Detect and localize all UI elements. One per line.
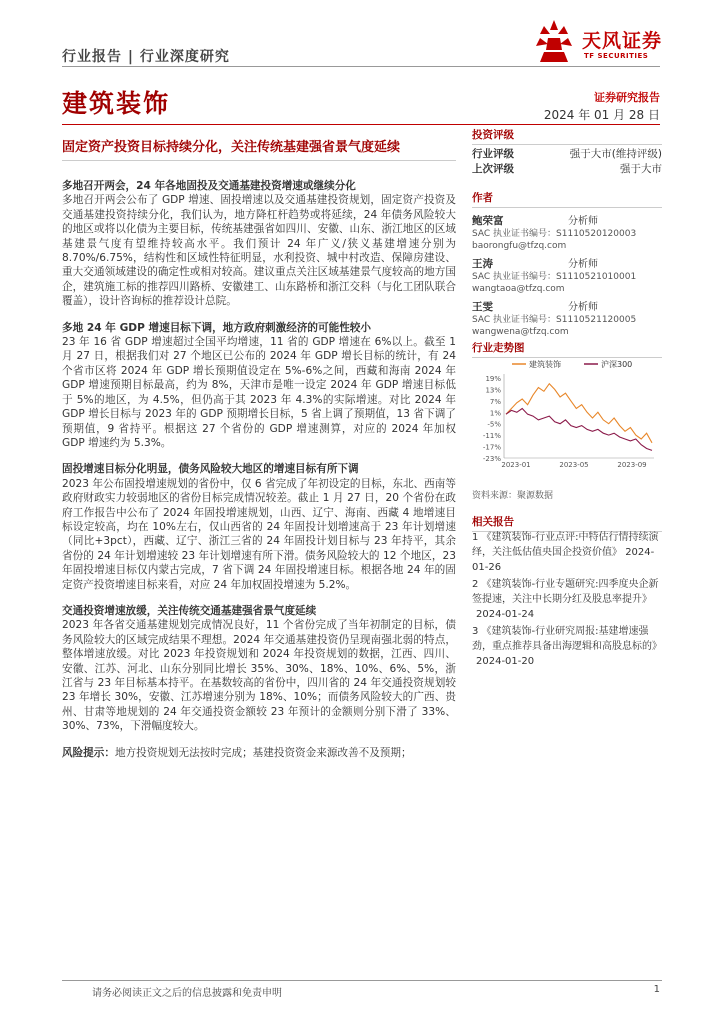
- section-heading: 固投增速目标分化明显，债务风险较大地区的增速目标有所下调: [62, 463, 359, 476]
- rating-value: 强于大市: [620, 163, 662, 175]
- rating-panel: [472, 127, 662, 177]
- y-tick-label: 1%: [489, 409, 501, 418]
- author-name: 鲍荣富: [472, 215, 504, 227]
- risk-body: 地方投资规划无法按时完成；基建投资资金来源改善不及预期；: [114, 746, 412, 759]
- legend-label: 沪深300: [601, 360, 633, 369]
- author-email[interactable]: baorongfu@tfzq.com: [472, 241, 567, 251]
- author-email[interactable]: wangwena@tfzq.com: [472, 327, 569, 337]
- legend-label: 建筑装饰: [529, 360, 561, 369]
- footer-divider: [62, 980, 662, 981]
- logo-name-en: TF SECURITIES: [584, 52, 649, 60]
- rating-row: [472, 147, 662, 162]
- rating-row: [472, 162, 662, 177]
- related-item-date: 2024-01-26: [472, 547, 655, 573]
- risk-section: [62, 746, 456, 760]
- author-title: 分析师: [568, 302, 598, 313]
- section: [62, 179, 456, 309]
- section-body: 2023 年各省交通基建规划完成情况良好，11 个省份完成了当年初制定的目标，债务风险较大的区域完成结果不理想。2024 年交通基建投资仍呈现南强北弱的特点，整体增速放缓。对比 2023 年投资规划和 2024 年投资规划的数据，江西、四川、安徽、江苏、河北、山东分别同比增长 35%、30%、18%、10%、6%、5%，浙江省与 23 年目标基本持平。在基数较高的省份中，四川省的 24 年交通投资规划较 23 年增长 30%，安徽、江苏增速分别为 18%、10%；而债务风险较大的广西、贵州、甘肃等地规划的 24 年交通投资金额较 23 年预计的金额则分别下滑了 33%、30%、73%，下滑幅度较大。: [62, 619, 456, 733]
- authors-panel: [472, 190, 662, 338]
- related-item[interactable]: [472, 577, 662, 622]
- report-category: 证券研究报告: [594, 91, 660, 104]
- title-underline: [62, 160, 456, 161]
- y-tick-label: 7%: [489, 397, 501, 406]
- section-body: 23 年 16 省 GDP 增速超过全国平均增速，11 省的 GDP 增速在 6%以上。截至 1 月 27 日，根据我们对 27 个地区已公布的 2024 年 GDP 增长目标的统计，有 24 个省市区将 2024 年 GDP 增长预期值设定在 5%-6%之间，西藏和海南 2024 年 GDP 增速预期目标最高，约为 8%，天津市是唯一设定 2024 年 GDP 增速目标低于 5%的地区，为 4.5%，但仍高于其 2023 年 4.3%的实际增速。对比 2024 年 GDP 增长目标与 2023 年的 GDP 预期增长目标，5 省上调了预期值，13 省下调了预期值，9 省持平。根据这 27 个省份的 GDP 增速测算，对应的 2024 年加权 GDP 增速约为 5.3%。: [62, 336, 456, 449]
- author-title: 分析师: [568, 216, 598, 227]
- section-heading: 多地 24 年 GDP 增速目标下调，地方政府刺激经济的可能性较小: [62, 321, 371, 334]
- trend-chart-svg: [472, 356, 662, 472]
- author-sac: SAC 执业证书编号：S1110521120005: [472, 315, 637, 325]
- related-item-date: 2024-01-24: [476, 609, 535, 620]
- trend-chart: [472, 356, 662, 472]
- y-tick-label: 19%: [485, 375, 501, 383]
- author-card: [472, 298, 662, 338]
- series-line: [506, 384, 652, 443]
- main-content: [62, 179, 456, 772]
- company-logo: [530, 18, 670, 70]
- logo-mark-icon: [534, 18, 574, 64]
- risk-text: [62, 746, 456, 760]
- trend-heading: 行业走势图: [472, 340, 662, 358]
- x-tick-label: 2023-09: [617, 461, 647, 469]
- y-tick-label: -17%: [482, 443, 501, 452]
- related-list: [472, 530, 662, 671]
- related-item-title: 3 《建筑装饰-行业研究周报:基建增速强劲，重点推荐具备出海逻辑和高股息标的》: [472, 626, 662, 652]
- author-card: [472, 255, 662, 295]
- x-tick-label: 2023-05: [559, 461, 589, 469]
- rating-value: 强于大市(维持评级): [569, 148, 662, 160]
- section-heading: 交通投资增速放缓，关注传统交通基建强省景气度延续: [62, 604, 317, 617]
- related-item-title: 1 《建筑装饰-行业点评:中特估行情持续演绎，关注低估值央国企投资价值》: [472, 532, 659, 558]
- section: [62, 462, 456, 592]
- author-email[interactable]: wangtaoa@tfzq.com: [472, 284, 565, 294]
- related-item-date: 2024-01-20: [476, 656, 535, 667]
- author-name: 王涛: [472, 258, 493, 270]
- report-title: 固定资产投资目标持续分化，关注传统基建强省景气度延续: [62, 140, 401, 155]
- related-item[interactable]: [472, 624, 662, 669]
- rating-key: 上次评级: [472, 163, 514, 175]
- section: [62, 604, 456, 734]
- y-tick-label: -23%: [482, 455, 501, 463]
- related-item-title: 2 《建筑装饰-行业专题研究:四季度央企新签提速，关注中长期分红及股息率提升》: [472, 579, 659, 605]
- related-item[interactable]: [472, 530, 662, 575]
- section-body: 多地召开两会公布了 GDP 增速、固投增速以及交通基建投资规划，固定资产投资及交通基建投资持续分化，我们认为，地方降杠杆趋势或将延续，24 年债务风险较大的地区或将以化债为主要目标，传统基建强省如四川、安徽、山东、浙江地区的区域基建景气度有望维持较高水平。我们预计 24 年广义/狭义基建增速分别为 8.70%/6.75%，结构性和区域性特征明显，水利投资、城中村改造、保障房建设、重大交通领域建设的确定性或相对较高。建议重点关注区域基建景气度较高的地方国企，建筑施工标的推荐四川路桥、安徽建工、山东路桥和浙江交科（与化工团队联合覆盖），设计咨询标的推荐设计总院。: [62, 194, 456, 308]
- industry-title: 建筑装饰: [62, 89, 171, 118]
- logo-name-cn: 天风证券: [582, 30, 663, 52]
- section-heading: 多地召开两会，24 年各地固投及交通基建投资增速或继续分化: [62, 180, 356, 192]
- section: [62, 321, 456, 451]
- page-number: 1: [653, 984, 660, 995]
- x-tick-label: 2023-01: [501, 461, 531, 469]
- footer-notice: 请务必阅读正文之后的信息披露和免责申明: [92, 988, 282, 999]
- y-tick-label: 13%: [485, 386, 501, 395]
- related-heading: 相关报告: [472, 514, 662, 532]
- author-sac: SAC 执业证书编号：S1110521010001: [472, 272, 637, 282]
- author-card: [472, 212, 662, 252]
- report-type: 行业报告 | 行业深度研究: [62, 49, 230, 65]
- section-body: 2023 年公布固投增速规划的省份中，仅 6 省完成了年初设定的目标，东北、西南等政府财政实力较弱地区的省份目标完成情况较差。截止 1 月 27 日，20 个省份在政府工作报告中公布了 2024 年固投增速规划，山西、辽宁、海南、西藏 4 地增速目标设定较高，均在 10%左右，仅山西省的 24 年固投计划增速高于 23 年计划增速（同比+3pct），西藏、辽宁、浙江三省的 24 年固投计划目标与 23 年持平，其余省份的 24 年计划增速较 23 年计划增速有所下滑。债务风险较大的 12 个地区，23 年固投增速目标仅内蒙古完成，7 省下调 24 年固投增速目标。根据各地 24 年的固定资产投资增速目标来看，对应 24 年加权固投增速为 5.2%。: [62, 477, 456, 591]
- report-date: 2024 年 01 月 28 日: [543, 108, 660, 122]
- author-title: 分析师: [568, 259, 598, 270]
- series-line: [506, 409, 652, 451]
- author-name: 王雯: [472, 301, 493, 313]
- rating-heading: 投资评级: [472, 127, 662, 145]
- title-divider: [62, 124, 660, 125]
- rating-key: 行业评级: [472, 148, 514, 160]
- chart-source: 资料来源：聚源数据: [472, 491, 554, 501]
- authors-heading: 作者: [472, 190, 662, 208]
- y-tick-label: -11%: [482, 432, 501, 441]
- y-tick-label: -5%: [487, 420, 501, 429]
- risk-label: 风险提示：: [62, 746, 115, 759]
- author-sac: SAC 执业证书编号：S1110520120003: [472, 229, 637, 239]
